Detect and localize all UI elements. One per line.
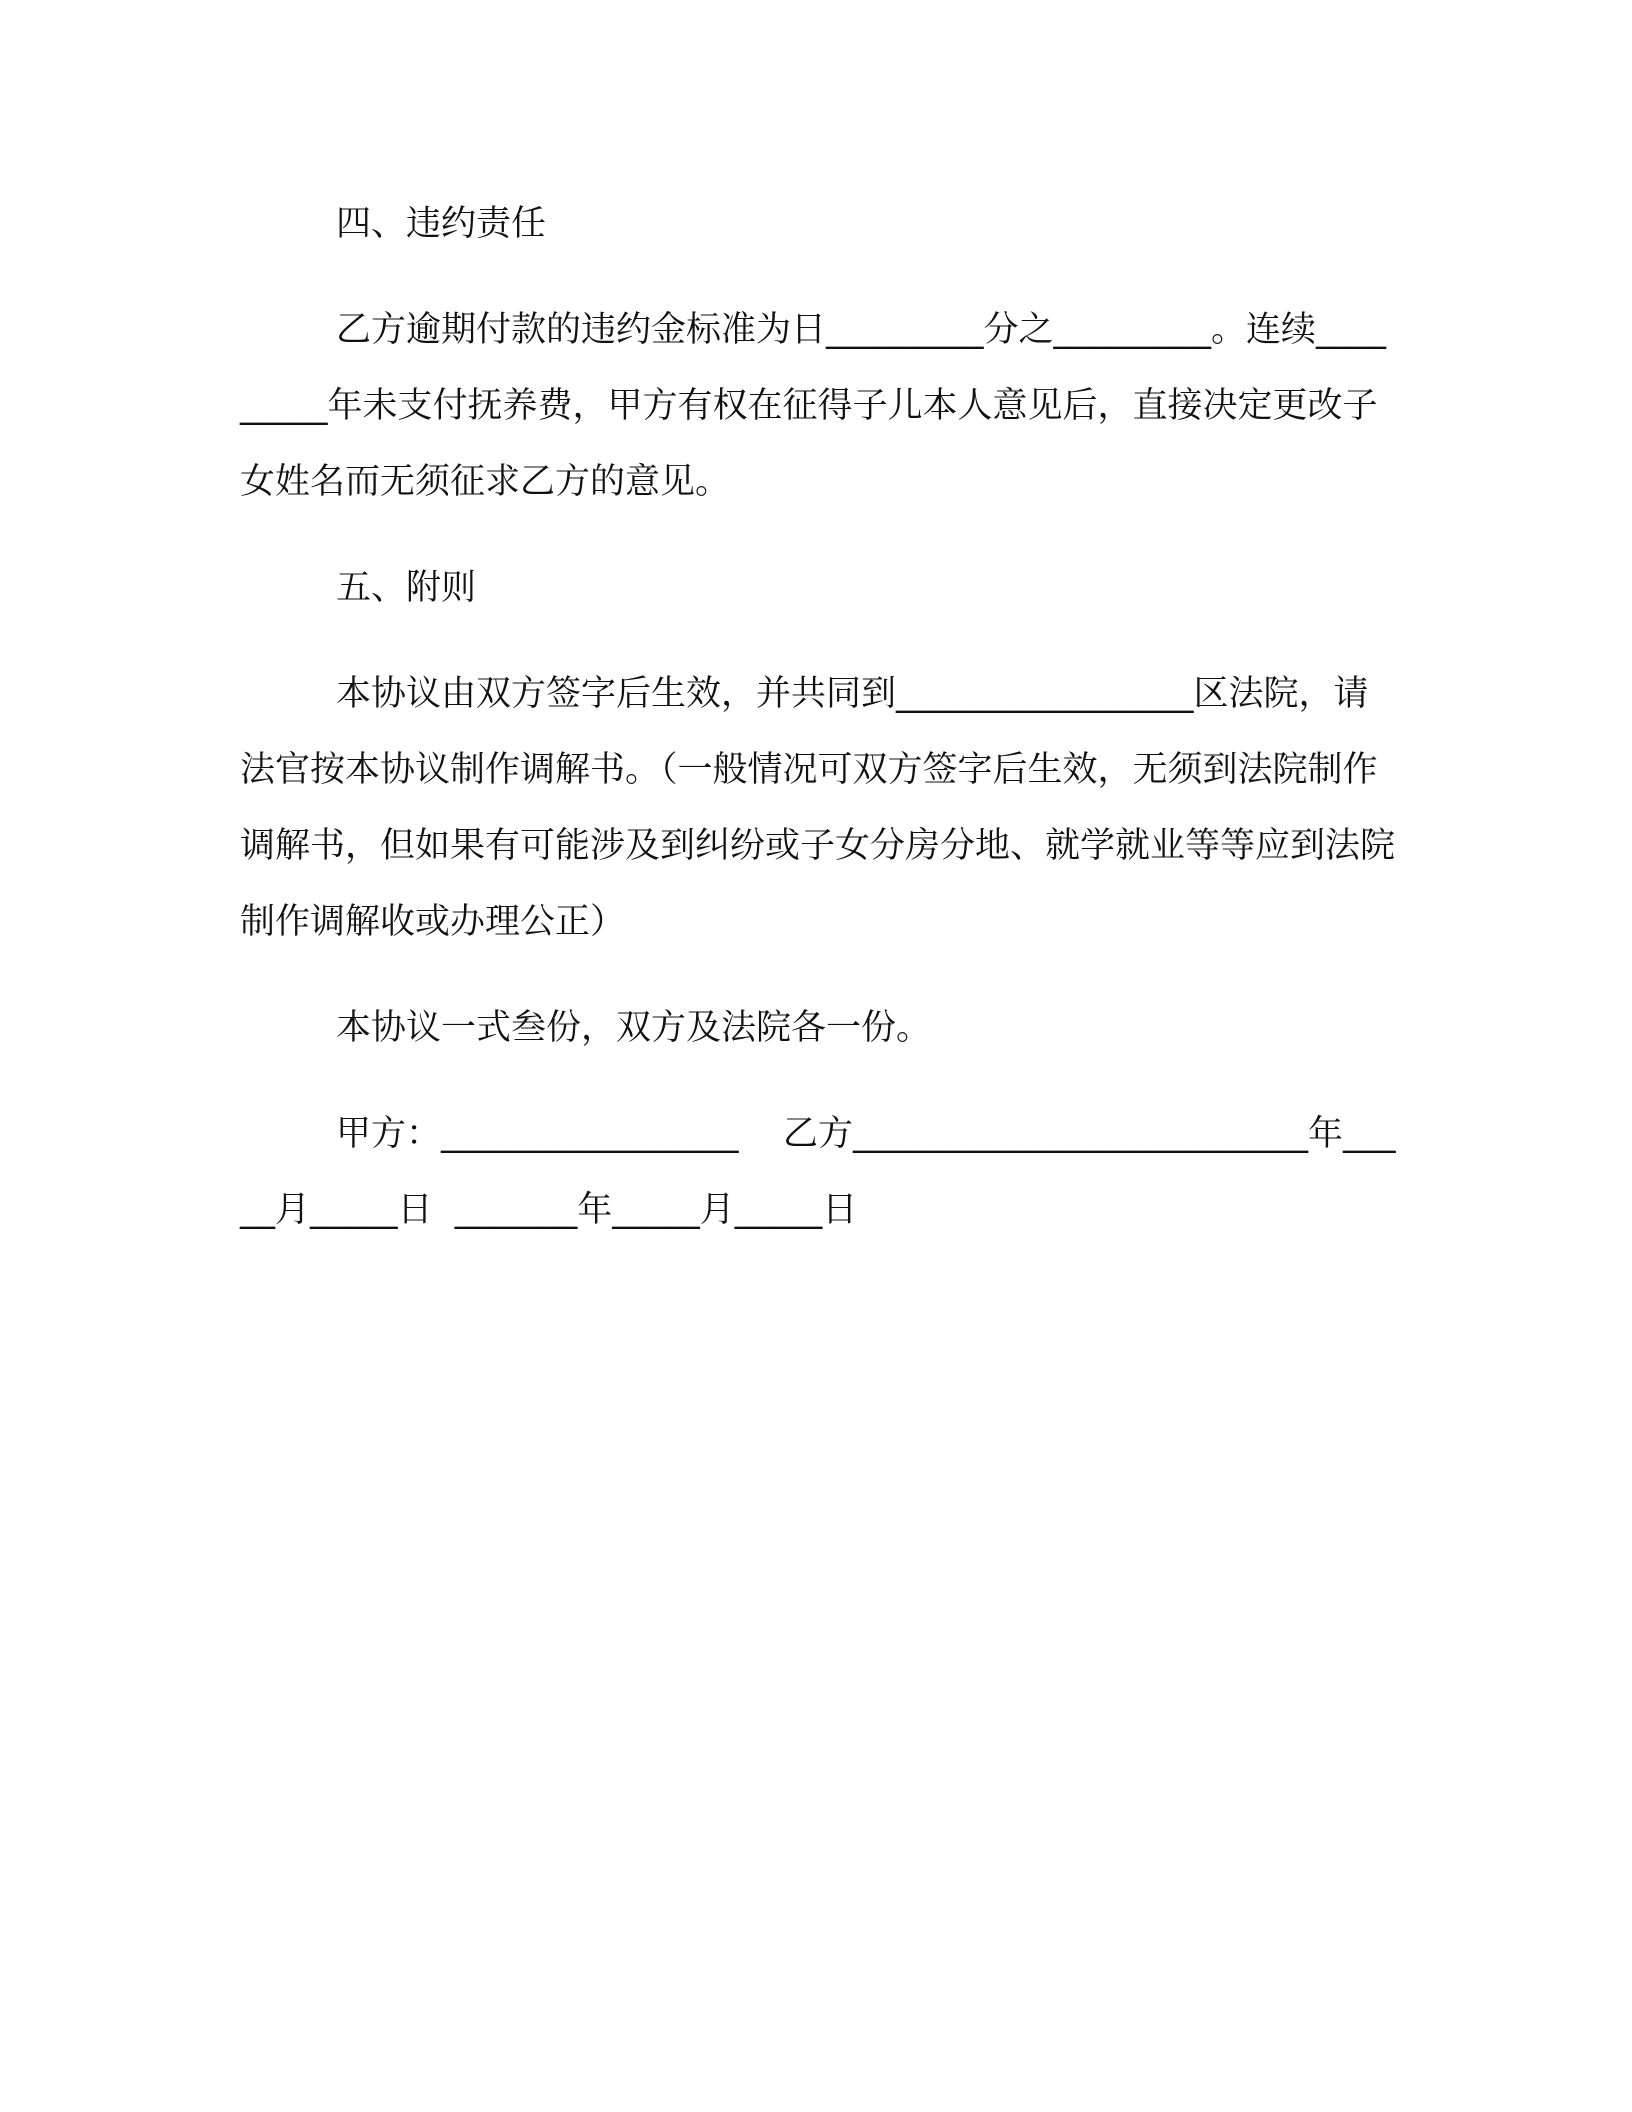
signature-line: 甲方：_________________ 乙方__________________________年_____月_____日 _______年_____月_____日	[240, 1114, 1396, 1230]
section-5-heading: 五、附则	[336, 568, 477, 608]
document-content	[240, 186, 1396, 1248]
section-5-paragraph-1: 本协议由双方签字后生效，并共同到_________________区法院，请法官按本协议制作调解书。（一般情况可双方签字后生效，无须到法院制作调解书，但如果有可能涉及到纠纷或子女分房分地、就学就业等等应到法院制作调解收或办理公正）	[240, 674, 1396, 942]
section-5-paragraph-2: 本协议一式叁份，双方及法院各一份。	[336, 1008, 932, 1048]
section-4-paragraph: 乙方逾期付款的违约金标准为日_________分之_________。连续_________年未支付抚养费，甲方有权在征得子儿本人意见后，直接决定更改子女姓名而无须征求乙方的意见。	[240, 310, 1387, 502]
section-4-heading: 四、违约责任	[336, 204, 547, 244]
